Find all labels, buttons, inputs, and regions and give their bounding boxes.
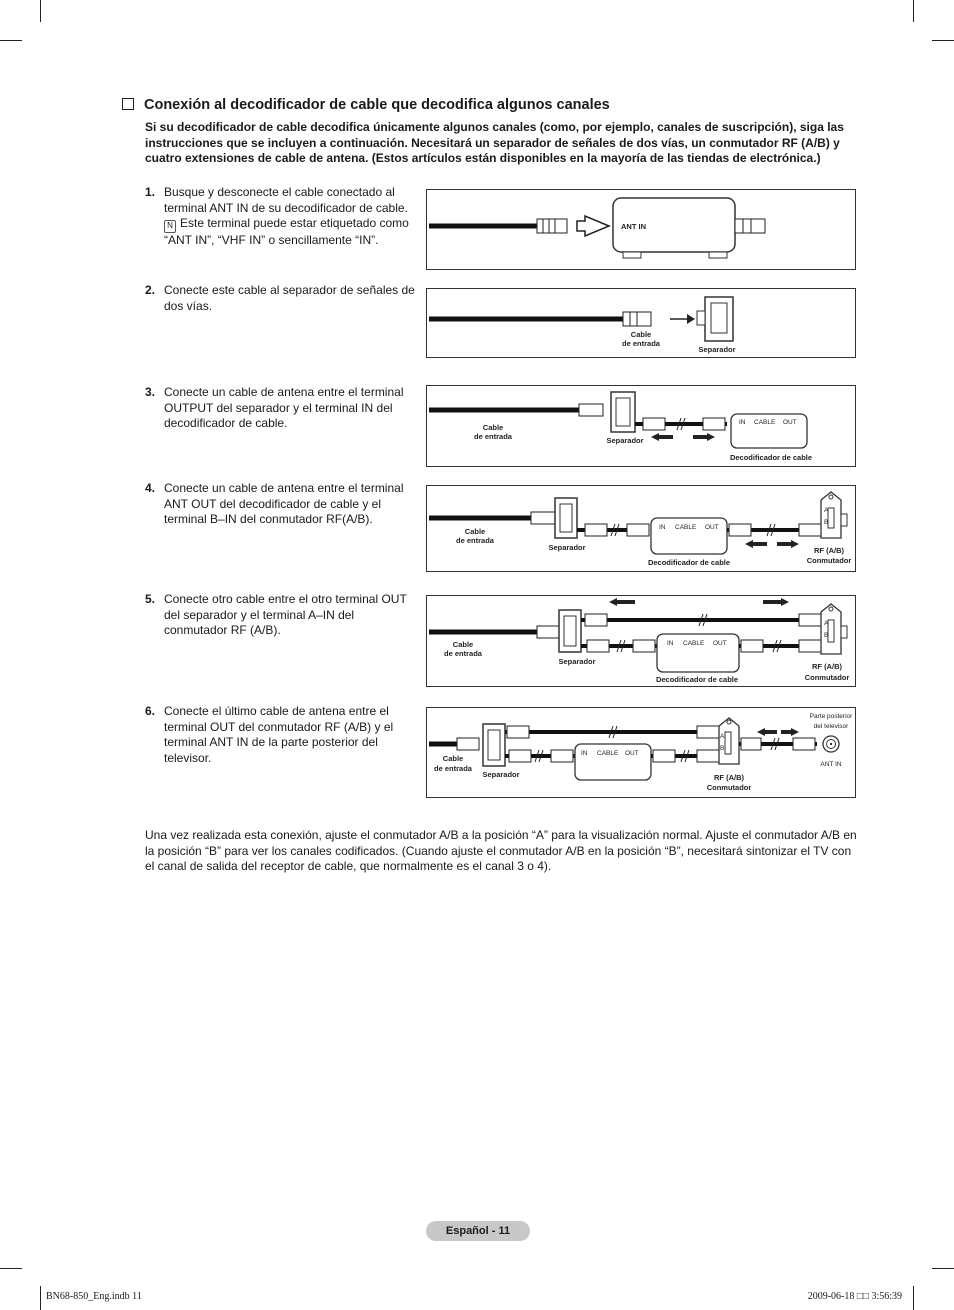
crop-mark	[0, 40, 22, 41]
de-entrada-label: de entrada	[474, 432, 512, 441]
step-text: Conecte el último cable de antena entre el terminal OUT del conmutador RF (A/B) y el terminal ANT IN de la parte posterior del televisor.	[164, 704, 394, 765]
separador-label: Separador	[558, 657, 596, 666]
crop-mark	[40, 0, 41, 22]
decodificador-label: Decodificador de cable	[729, 453, 813, 462]
arrow-right-icon	[763, 598, 789, 606]
conmutador-label: Conmutador	[706, 783, 752, 792]
port-out-label: OUT	[625, 750, 639, 757]
conmutador-label: Conmutador	[804, 673, 850, 682]
slug-right: 2009-06-18 □□ 3:56:39	[807, 1291, 902, 1302]
switch-a-label: A	[824, 507, 829, 514]
crop-mark	[913, 0, 914, 22]
crop-mark	[913, 1286, 914, 1310]
separador-label: Separador	[606, 436, 644, 445]
step-number: 4.	[145, 481, 156, 495]
diagram-5-drawing	[427, 596, 857, 688]
port-in-label: IN	[739, 419, 746, 426]
step-number: 3.	[145, 385, 156, 399]
step-4	[145, 481, 420, 528]
diagram-5	[426, 595, 856, 687]
de-entrada-label: de entrada	[444, 649, 482, 658]
diagram-2-drawing	[427, 289, 857, 359]
port-out-label: OUT	[713, 640, 727, 647]
crop-mark	[932, 40, 954, 41]
step-number: 2.	[145, 283, 156, 297]
rf-ab-label: RF (A/B)	[814, 546, 844, 555]
cable-label: Cable	[482, 423, 504, 432]
checkbox-icon	[122, 98, 134, 110]
de-entrada-label: de entrada	[456, 536, 494, 545]
diagram-2	[426, 288, 856, 358]
step-note: Este terminal puede estar etiquetado como “ANT IN”, “VHF IN” o sencillamente “IN”.	[164, 216, 409, 247]
port-in-label: IN	[667, 640, 674, 647]
port-cable-label: CABLE	[683, 640, 705, 647]
switch-a-label: A	[720, 733, 725, 740]
decodificador-label: Decodificador de cable	[647, 558, 731, 567]
arrow-right-icon	[777, 540, 799, 548]
switch-b-label: B	[720, 745, 725, 752]
diagram-1-drawing	[427, 190, 857, 271]
intro-paragraph: Si su decodificador de cable decodifica únicamente algunos canales (como, por ejemplo, canales de suscripción), siga las instrucciones que se incluyen a continuación. Necesitará un separador de señales de dos vías, un conmutador RF (A/B) y cuatro extensiones de cable de antena. (Estos artículos están disponibles en la mayoría de las tiendas de electrónica.)	[145, 120, 844, 165]
port-cable-label: CABLE	[597, 750, 619, 757]
crop-mark	[40, 1286, 41, 1310]
note-icon: N	[164, 220, 176, 233]
port-out-label: OUT	[783, 419, 797, 426]
step-number: 1.	[145, 185, 156, 199]
port-cable-label: CABLE	[754, 419, 776, 426]
step-6	[145, 704, 420, 766]
step-text: Conecte un cable de antena entre el terminal ANT OUT del decodificador de cable y el terminal B–IN del conmutador RF(A/B).	[164, 481, 404, 526]
section-heading	[122, 97, 610, 113]
step-5	[145, 592, 420, 639]
switch-a-label: A	[824, 620, 829, 627]
arrow-left-icon	[651, 433, 673, 441]
rf-ab-label: RF (A/B)	[812, 662, 842, 671]
arrow-right-icon	[687, 314, 695, 324]
de-entrada-label: de entrada	[434, 764, 472, 773]
conmutador-label: Conmutador	[806, 556, 852, 565]
cable-label: Cable	[630, 330, 652, 339]
decodificador-label: Decodificador de cable	[655, 675, 739, 684]
arrow-left-icon	[745, 540, 767, 548]
de-entrada-label: de entrada	[622, 339, 660, 348]
diagram-6-drawing	[427, 708, 857, 799]
step-text: Conecte un cable de antena entre el terminal OUTPUT del separador y el terminal IN del decodificador de cable.	[164, 385, 404, 430]
step-number: 5.	[145, 592, 156, 606]
arrow-left-icon	[609, 598, 635, 606]
switch-b-label: B	[824, 519, 829, 526]
diagram-4-drawing	[427, 486, 857, 573]
slug-left: BN68-850_Eng.indb 11	[46, 1291, 142, 1302]
switch-b-label: B	[824, 632, 829, 639]
step-1	[145, 185, 420, 249]
closing-paragraph: Una vez realizada esta conexión, ajuste el conmutador A/B a la posición “A” para la visualización normal. Ajuste el conmutador A/B en la posición “B” para ver los canales codificados. (Cuando ajuste el conmutador A/B en la posición “B”, necesitará sintonizar el TV con el canal de salida del receptor de cable, que normalmente es el canal 3 o 4).	[145, 828, 857, 873]
cable-label: Cable	[452, 640, 474, 649]
separador-label: Separador	[548, 543, 586, 552]
port-out-label: OUT	[705, 524, 719, 531]
arrow-right-icon	[781, 728, 799, 736]
separador-label: Separador	[482, 770, 520, 779]
arrow-left-icon	[757, 728, 777, 736]
step-3	[145, 385, 420, 432]
ant-in-label: ANT IN	[820, 761, 842, 768]
page-footer: Español - 11	[426, 1221, 530, 1241]
step-text: Conecte este cable al separador de señales de dos vías.	[164, 283, 415, 313]
step-number: 6.	[145, 704, 156, 718]
rf-ab-label: RF (A/B)	[714, 773, 744, 782]
diagram-3-drawing	[427, 386, 857, 468]
parte-posterior-label: Parte posterior	[809, 713, 853, 720]
crop-mark	[0, 1268, 22, 1269]
ant-in-label: ANT IN	[621, 222, 646, 231]
cable-label: Cable	[464, 527, 486, 536]
arrow-left-icon	[577, 216, 609, 236]
step-2	[145, 283, 420, 314]
separador-label: Separador	[698, 345, 736, 354]
step-text: Busque y desconecte el cable conectado al terminal ANT IN de su decodificador de cable.	[164, 185, 408, 215]
port-cable-label: CABLE	[675, 524, 697, 531]
heading-text: Conexión al decodificador de cable que decodifica algunos canales	[144, 97, 610, 113]
port-in-label: IN	[659, 524, 666, 531]
diagram-6	[426, 707, 856, 798]
port-in-label: IN	[581, 750, 588, 757]
del-televisor-label: del televisor	[813, 723, 849, 730]
diagram-3	[426, 385, 856, 467]
step-text: Conecte otro cable entre el otro terminal OUT del separador y el terminal A–IN del conmutador RF (A/B).	[164, 592, 407, 637]
diagram-4	[426, 485, 856, 572]
crop-mark	[932, 1268, 954, 1269]
arrow-right-icon	[693, 433, 715, 441]
diagram-1	[426, 189, 856, 270]
cable-label: Cable	[442, 754, 464, 763]
